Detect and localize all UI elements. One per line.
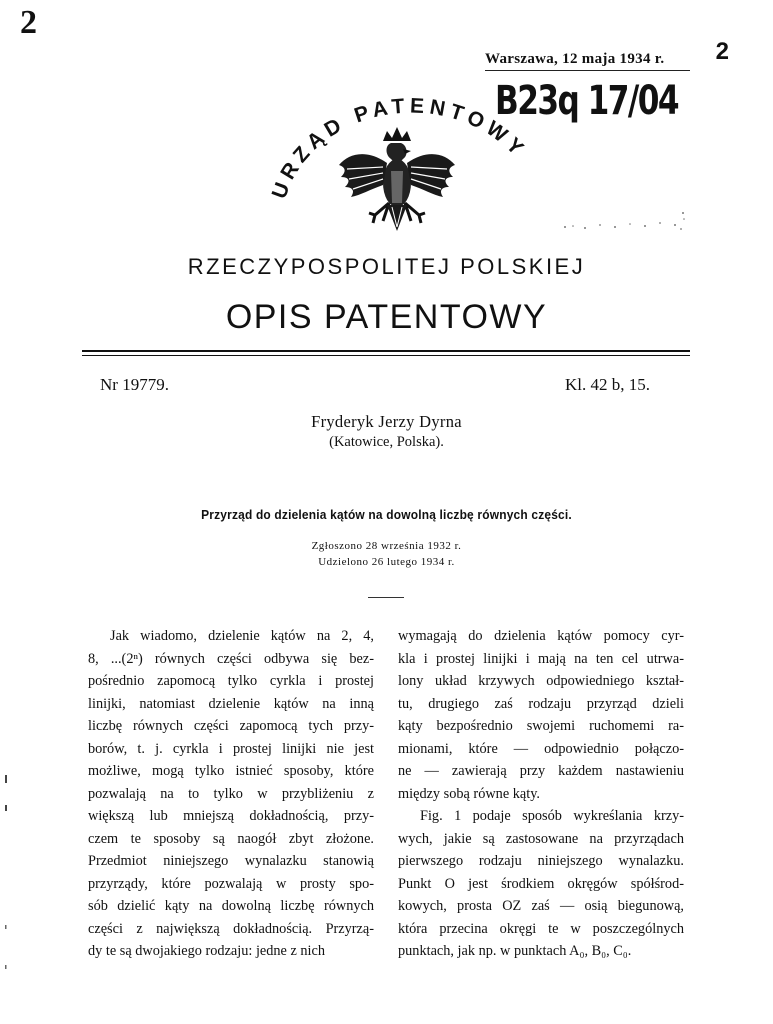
grant-date: Udzielono 26 lutego 1934 r.: [318, 556, 455, 568]
body-text-line: pozwalają na to tylko w przybliżeniu z: [88, 785, 374, 802]
body-text-line: przyrządy, które pozwalają w prosty spo-: [88, 875, 374, 892]
body-text-line: Jak wiadomo, dzielenie kątów na 2, 4,: [110, 628, 374, 644]
section-divider: [368, 597, 404, 598]
body-text-line: możliwe, mogą tylko istnieć sposoby, które: [88, 763, 374, 779]
patent-number: Nr 19779.: [100, 375, 169, 394]
invention-title: Przyrząd do dzielenia kątów na dowolną liczbę równych części.: [201, 507, 572, 522]
body-text-line: między sobą równe kąty.: [398, 785, 540, 802]
body-text-line: większą lub mniejszą dokładnością, przy-: [88, 808, 374, 824]
body-text-line: Fig. 1 podaje sposób wykreślania krzy-: [420, 808, 684, 824]
body-text-line: lony układ krzywych odpowiedniego kształ-: [398, 673, 684, 689]
body-text-line: części z największą dokładnością. Przyrzą-: [88, 920, 374, 937]
scan-edge-marks: [4, 775, 8, 975]
body-text-line: linijki, natomiast dzielenie kątów na inną: [88, 695, 374, 712]
body-text-line: tu, drugiego zaś rodzaju przyrząd dzieli: [398, 695, 684, 712]
body-column-left: [88, 625, 374, 963]
dateline: Warszawa, 12 maja 1934 r.: [485, 51, 665, 67]
body-text-line: Przedmiot niniejszego wynalazku stanowią: [88, 853, 374, 869]
body-text-line: 8, ...(2ⁿ) równych części odbywa się bez-: [88, 650, 374, 667]
body-text-line: wymagają do dzielenia kątów pomocy cyr-: [398, 628, 684, 644]
patent-office-seal: [245, 78, 545, 248]
header-rule-thin: [82, 355, 690, 356]
body-text-line: ne — zawierają przy każdem nastawieniu: [398, 763, 684, 779]
handwritten-classification: B23q 17/04: [495, 78, 679, 124]
issuing-state: RZECZYPOSPOLITEJ POLSKIEJ: [187, 254, 586, 279]
body-text-line: wych, jakie są zastosowane na przyrządach: [398, 830, 684, 847]
body-text-line: kąty bezpośrednio swojemi ruchomemi ra-: [398, 718, 684, 734]
header-rule-thick: [82, 350, 690, 352]
body-text-line: pośrednio zapomocą tylko cyrkla i prostej: [88, 673, 374, 689]
faint-stamp-marks: [555, 205, 690, 235]
body-text-line: sób dzielić kąty na dowolną liczbę równych: [88, 898, 374, 914]
body-text-line: Punkt O jest środkiem okręgów spółśrod-: [398, 875, 684, 892]
body-text-line: czem te sposoby są naogół zbyt złożone.: [88, 830, 374, 847]
dateline-underline: [485, 70, 690, 71]
body-text-line: borów, t. j. cyrkla i prostej linijki nie jest: [88, 740, 374, 757]
page-number-right: 2: [715, 38, 729, 65]
inventor-name: Fryderyk Jerzy Dyrna: [311, 412, 462, 431]
inventor-location: (Katowice, Polska).: [329, 434, 444, 450]
white-eagle-icon: [339, 127, 455, 231]
body-text-line: mionami, które — odpowiednio połączo-: [398, 740, 684, 757]
body-column-right: [398, 625, 684, 963]
filing-date: Zgłoszono 28 września 1932 r.: [311, 540, 462, 552]
body-text-line: która przecina okręgi te w poszczególnych: [398, 920, 684, 937]
body-text-line: liczbę równych części zapomocą tych przy-: [88, 718, 374, 734]
body-text-line: pierwszego rodzaju niniejszego wynalazku.: [398, 853, 684, 869]
page-number-handwritten: 2: [20, 4, 37, 41]
body-text-line: dy te są dwojakiego rodzaju: jedne z nich: [88, 943, 326, 959]
seal-arc-text: URZĄD PATENTOWY: [267, 94, 532, 202]
body-text-line: kla i prostej linijki i mają na ten cel utrwa-: [398, 650, 684, 667]
body-text-line: punktach, jak np. w punktach A₀, B₀, C₀.: [398, 943, 632, 959]
patent-class: Kl. 42 b, 15.: [565, 375, 650, 394]
document-type-title: OPIS PATENTOWY: [225, 298, 548, 336]
body-text-line: kowych, prosta OZ zaś — osią biegunową,: [398, 898, 684, 914]
